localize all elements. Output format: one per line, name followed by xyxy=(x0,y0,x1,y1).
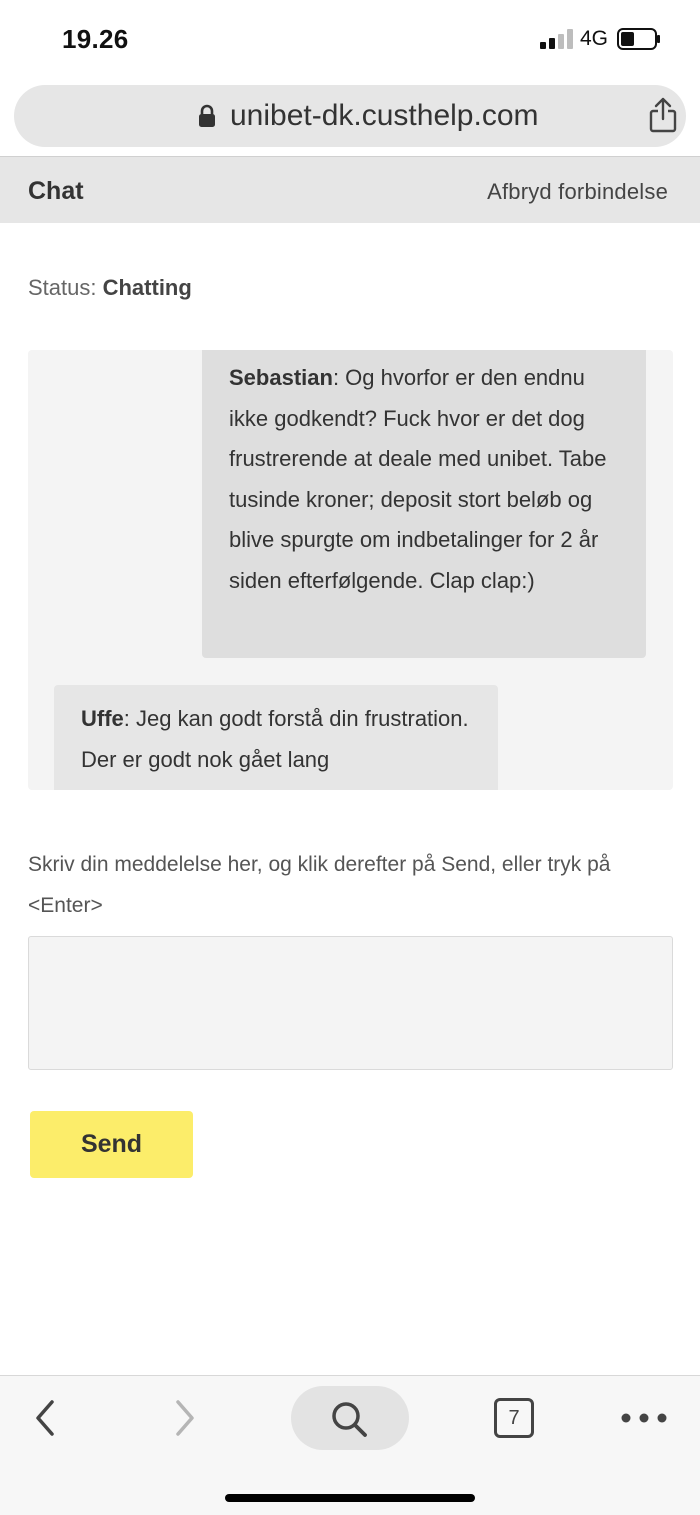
lock-icon xyxy=(198,104,216,128)
forward-icon[interactable] xyxy=(170,1398,200,1438)
chat-header xyxy=(0,156,700,223)
status-label: Status: xyxy=(28,275,97,300)
message-text: : Jeg kan godt forstå din frustration. Der er godt nok gået lang xyxy=(81,706,469,772)
more-icon[interactable] xyxy=(620,1408,668,1428)
back-icon[interactable] xyxy=(30,1398,60,1438)
tabs-button[interactable]: 7 xyxy=(494,1398,534,1438)
address-bar[interactable] xyxy=(14,85,686,147)
disconnect-link[interactable]: Afbryd forbindelse xyxy=(487,179,668,204)
status-value: Chatting xyxy=(102,275,192,300)
chat-transcript[interactable] xyxy=(28,350,673,790)
chat-message-agent xyxy=(54,685,498,790)
chat-message-customer xyxy=(202,350,646,658)
share-icon[interactable] xyxy=(648,97,678,133)
chat-status xyxy=(28,275,192,301)
network-type: 4G xyxy=(580,27,609,50)
message-instructions: Skriv din meddelelse her, og klik derefter på Send, eller tryk på <Enter> xyxy=(28,853,611,917)
message-text: : Og hvorfor er den endnu ikke godkendt? Fuck hvor er det dog frustrerende at deale med unibet. Tabe tusinde kroner; deposit stort beløb og blive spurgte om indbetalinger for 2 år siden efterfølgende. Clap clap:) xyxy=(229,365,607,593)
send-button[interactable]: Send xyxy=(30,1111,193,1178)
search-icon xyxy=(329,1399,369,1439)
cellular-signal-icon xyxy=(540,29,574,49)
browser-toolbar xyxy=(0,1375,700,1515)
url-text[interactable]: unibet-dk.custhelp.com xyxy=(230,99,539,132)
message-sender: Sebastian xyxy=(229,365,333,390)
search-button[interactable] xyxy=(291,1386,409,1450)
message-input[interactable] xyxy=(28,936,673,1070)
status-time: 19.26 xyxy=(62,24,129,54)
chat-title: Chat xyxy=(28,177,84,205)
status-bar xyxy=(0,0,700,80)
message-sender: Uffe xyxy=(81,706,124,731)
battery-icon xyxy=(617,28,661,50)
home-indicator xyxy=(225,1494,475,1502)
